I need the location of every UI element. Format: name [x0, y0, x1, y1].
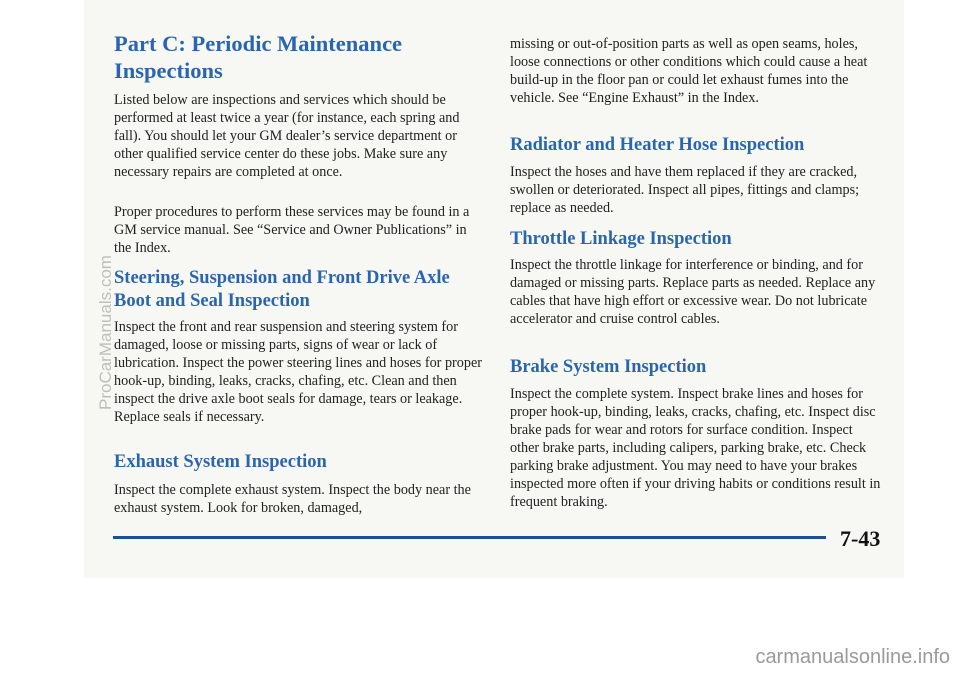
footer-watermark: carmanualsonline.info: [755, 646, 950, 668]
section-body-exhaust-continued: missing or out-of-position parts as well as open seams, holes, loose connections or other conditions which could cause a heat build-up in the floor pan or could let exhaust fumes into the vehicle. See “Engine Exhaust” in the Index.: [510, 36, 868, 106]
intro-paragraph-2: Proper procedures to perform these services may be found in a GM service manual. See “Service and Owner Publications” in the Index.: [114, 204, 470, 256]
section-body-exhaust: Inspect the complete exhaust system. Inspect the body near the exhaust system. Look for broken, damaged,: [114, 482, 471, 516]
page-number: 7-43: [840, 526, 881, 551]
section-heading-exhaust: Exhaust System Inspection: [114, 452, 327, 472]
section-body-radiator: Inspect the hoses and have them replaced if they are cracked, swollen or deteriorated. Inspect all pipes, fittings and clamps; replace as needed.: [510, 164, 860, 216]
side-watermark: ProCarManuals.com: [96, 255, 115, 410]
intro-paragraph-1: Listed below are inspections and services which should be performed at least twice a year (for instance, each spring and fall). You should let your GM dealer’s service department or other qualified service center do these jobs. Make sure any necessary repairs are completed at once.: [114, 92, 460, 180]
footer-rule: [113, 536, 826, 539]
section-heading-steering: Steering, Suspension and Front Drive Axle Boot and Seal Inspection: [114, 268, 450, 311]
section-heading-brake: Brake System Inspection: [510, 357, 707, 377]
section-heading-throttle: Throttle Linkage Inspection: [510, 229, 732, 249]
section-heading-radiator: Radiator and Heater Hose Inspection: [510, 135, 805, 155]
page-title: Part C: Periodic Maintenance Inspections: [114, 31, 403, 83]
section-body-brake: Inspect the complete system. Inspect brake lines and hoses for proper hook-up, binding, leaks, cracks, chafing, etc. Inspect disc brake pads for wear and rotors for surface condition. Inspect other brake parts, including calipers, parking brake, etc. Check parking brake adjustment. You may need to have your brakes inspected more often if your driving habits or conditions result in frequent braking.: [510, 386, 881, 510]
section-body-throttle: Inspect the throttle linkage for interference or binding, and for damaged or missing parts. Replace parts as needed. Replace any cables that have high effort or excessive wear. Do not lubricate accelerator and cruise control cables.: [510, 257, 876, 327]
section-body-steering: Inspect the front and rear suspension and steering system for damaged, loose or missing parts, signs of wear or lack of lubrication. Inspect the power steering lines and hoses for proper hook-up, binding, leaks, cracks, chafing, etc. Clean and then inspect the drive axle boot seals for damage, tears or leakage. Replace seals if necessary.: [114, 319, 482, 425]
